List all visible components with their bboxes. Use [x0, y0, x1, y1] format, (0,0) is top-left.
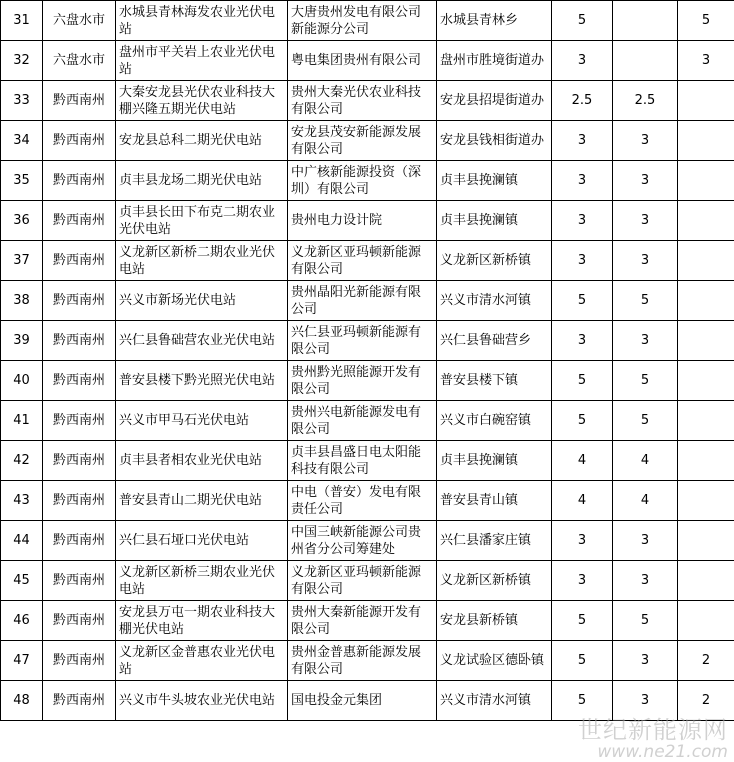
capacity-a-cell: 5 [613, 401, 678, 441]
company-cell: 粤电集团贵州有限公司 [288, 41, 437, 81]
capacity-total-cell: 3 [552, 41, 613, 81]
capacity-b-cell: 2 [678, 641, 734, 681]
city-cell: 黔西南州 [43, 441, 116, 481]
table-row [1, 441, 734, 481]
project-name-cell: 水城县青林海发农业光伏电站 [116, 1, 288, 41]
city-cell: 黔西南州 [43, 161, 116, 201]
table-row [1, 401, 734, 441]
capacity-a-cell: 3 [613, 521, 678, 561]
capacity-total-cell: 3 [552, 121, 613, 161]
table-row [1, 601, 734, 641]
city-cell: 黔西南州 [43, 201, 116, 241]
capacity-b-cell [678, 401, 734, 441]
project-name-cell: 兴仁县石垭口光伏电站 [116, 521, 288, 561]
company-cell: 国电投金元集团 [288, 681, 437, 721]
table-row [1, 641, 734, 681]
city-cell: 黔西南州 [43, 561, 116, 601]
table-row [1, 241, 734, 281]
city-cell: 黔西南州 [43, 361, 116, 401]
city-cell: 黔西南州 [43, 121, 116, 161]
table-row [1, 681, 734, 721]
location-cell: 水城县青林乡 [437, 1, 552, 41]
row-number: 48 [1, 681, 43, 721]
table-row [1, 81, 734, 121]
company-cell: 贵州大秦光伏农业科技有限公司 [288, 81, 437, 121]
capacity-b-cell: 3 [678, 41, 734, 81]
project-name-cell: 贞丰县长田下布克二期农业光伏电站 [116, 201, 288, 241]
city-cell: 黔西南州 [43, 641, 116, 681]
row-number: 41 [1, 401, 43, 441]
capacity-b-cell: 5 [678, 1, 734, 41]
table-row [1, 161, 734, 201]
capacity-b-cell [678, 241, 734, 281]
location-cell: 义龙新区新桥镇 [437, 561, 552, 601]
table-row [1, 281, 734, 321]
capacity-a-cell: 4 [613, 481, 678, 521]
company-cell: 兴仁县亚玛顿新能源有限公司 [288, 321, 437, 361]
row-number: 33 [1, 81, 43, 121]
capacity-a-cell: 3 [613, 641, 678, 681]
company-cell: 贵州兴电新能源发电有限公司 [288, 401, 437, 441]
capacity-total-cell: 5 [552, 281, 613, 321]
capacity-total-cell: 3 [552, 521, 613, 561]
location-cell: 普安县青山镇 [437, 481, 552, 521]
capacity-total-cell: 5 [552, 361, 613, 401]
table-body [1, 1, 734, 721]
company-cell: 贵州黔光照能源开发有限公司 [288, 361, 437, 401]
company-cell: 贞丰县昌盛日电太阳能科技有限公司 [288, 441, 437, 481]
capacity-a-cell: 3 [613, 121, 678, 161]
location-cell: 盘州市胜境街道办 [437, 41, 552, 81]
capacity-b-cell [678, 481, 734, 521]
table-row [1, 521, 734, 561]
capacity-a-cell [613, 1, 678, 41]
row-number: 31 [1, 1, 43, 41]
location-cell: 义龙新区新桥镇 [437, 241, 552, 281]
location-cell: 安龙县新桥镇 [437, 601, 552, 641]
company-cell: 大唐贵州发电有限公司新能源分公司 [288, 1, 437, 41]
row-number: 34 [1, 121, 43, 161]
capacity-total-cell: 3 [552, 321, 613, 361]
watermark [578, 717, 728, 761]
capacity-a-cell: 3 [613, 161, 678, 201]
capacity-a-cell: 5 [613, 281, 678, 321]
capacity-b-cell [678, 561, 734, 601]
capacity-a-cell [613, 41, 678, 81]
capacity-b-cell [678, 121, 734, 161]
project-name-cell: 兴义市新场光伏电站 [116, 281, 288, 321]
location-cell: 贞丰县挽澜镇 [437, 161, 552, 201]
capacity-b-cell [678, 361, 734, 401]
table-row [1, 481, 734, 521]
capacity-a-cell: 3 [613, 321, 678, 361]
city-cell: 黔西南州 [43, 601, 116, 641]
row-number: 35 [1, 161, 43, 201]
table-row [1, 1, 734, 41]
table-row [1, 361, 734, 401]
location-cell: 兴仁县鲁础营乡 [437, 321, 552, 361]
city-cell: 黔西南州 [43, 321, 116, 361]
capacity-a-cell: 5 [613, 601, 678, 641]
row-number: 39 [1, 321, 43, 361]
location-cell: 贞丰县挽澜镇 [437, 441, 552, 481]
capacity-total-cell: 3 [552, 561, 613, 601]
capacity-total-cell: 5 [552, 401, 613, 441]
table-row [1, 121, 734, 161]
capacity-b-cell [678, 201, 734, 241]
capacity-a-cell: 3 [613, 561, 678, 601]
location-cell: 兴义市白碗窑镇 [437, 401, 552, 441]
company-cell: 贵州金普惠新能源发展有限公司 [288, 641, 437, 681]
location-cell: 普安县楼下镇 [437, 361, 552, 401]
company-cell: 中国三峡新能源公司贵州省分公司筹建处 [288, 521, 437, 561]
company-cell: 贵州晶阳光新能源有限公司 [288, 281, 437, 321]
watermark-text: 世纪新能源网 [578, 717, 728, 743]
capacity-total-cell: 4 [552, 441, 613, 481]
capacity-b-cell [678, 321, 734, 361]
row-number: 42 [1, 441, 43, 481]
city-cell: 黔西南州 [43, 521, 116, 561]
project-name-cell: 义龙新区新桥二期农业光伏电站 [116, 241, 288, 281]
project-name-cell: 义龙新区金普惠农业光伏电站 [116, 641, 288, 681]
capacity-total-cell: 3 [552, 241, 613, 281]
project-name-cell: 普安县青山二期光伏电站 [116, 481, 288, 521]
capacity-total-cell: 3 [552, 201, 613, 241]
city-cell: 黔西南州 [43, 401, 116, 441]
row-number: 43 [1, 481, 43, 521]
row-number: 32 [1, 41, 43, 81]
capacity-a-cell: 4 [613, 441, 678, 481]
table-row [1, 321, 734, 361]
location-cell: 安龙县招堤街道办 [437, 81, 552, 121]
capacity-total-cell: 5 [552, 1, 613, 41]
capacity-total-cell: 4 [552, 481, 613, 521]
row-number: 40 [1, 361, 43, 401]
capacity-total-cell: 5 [552, 601, 613, 641]
city-cell: 黔西南州 [43, 281, 116, 321]
row-number: 47 [1, 641, 43, 681]
company-cell: 安龙县茂安新能源发展有限公司 [288, 121, 437, 161]
capacity-a-cell: 3 [613, 681, 678, 721]
project-name-cell: 大秦安龙县光伏农业科技大棚兴隆五期光伏电站 [116, 81, 288, 121]
project-name-cell: 义龙新区新桥三期农业光伏电站 [116, 561, 288, 601]
capacity-b-cell [678, 281, 734, 321]
capacity-a-cell: 2.5 [613, 81, 678, 121]
company-cell: 中广核新能源投资（深圳）有限公司 [288, 161, 437, 201]
location-cell: 义龙试验区德卧镇 [437, 641, 552, 681]
project-name-cell: 盘州市平关岩上农业光伏电站 [116, 41, 288, 81]
project-name-cell: 安龙县总科二期光伏电站 [116, 121, 288, 161]
location-cell: 兴仁县潘家庄镇 [437, 521, 552, 561]
company-cell: 贵州大秦新能源开发有限公司 [288, 601, 437, 641]
city-cell: 六盘水市 [43, 41, 116, 81]
row-number: 38 [1, 281, 43, 321]
project-name-cell: 兴义市牛头坡农业光伏电站 [116, 681, 288, 721]
row-number: 36 [1, 201, 43, 241]
capacity-b-cell [678, 521, 734, 561]
company-cell: 贵州电力设计院 [288, 201, 437, 241]
company-cell: 义龙新区亚玛顿新能源有限公司 [288, 241, 437, 281]
city-cell: 黔西南州 [43, 81, 116, 121]
project-name-cell: 普安县楼下黔光照光伏电站 [116, 361, 288, 401]
capacity-b-cell [678, 81, 734, 121]
company-cell: 义龙新区亚玛顿新能源有限公司 [288, 561, 437, 601]
capacity-total-cell: 5 [552, 641, 613, 681]
capacity-total-cell: 3 [552, 161, 613, 201]
row-number: 46 [1, 601, 43, 641]
location-cell: 兴义市清水河镇 [437, 281, 552, 321]
location-cell: 贞丰县挽澜镇 [437, 201, 552, 241]
city-cell: 黔西南州 [43, 241, 116, 281]
table-row [1, 561, 734, 601]
capacity-a-cell: 5 [613, 361, 678, 401]
watermark-url: www.ne21.com [578, 743, 728, 761]
project-name-cell: 贞丰县者相农业光伏电站 [116, 441, 288, 481]
location-cell: 兴义市清水河镇 [437, 681, 552, 721]
table-row [1, 41, 734, 81]
capacity-total-cell: 2.5 [552, 81, 613, 121]
location-cell: 安龙县钱相街道办 [437, 121, 552, 161]
capacity-b-cell [678, 161, 734, 201]
row-number: 45 [1, 561, 43, 601]
table-row [1, 201, 734, 241]
project-name-cell: 贞丰县龙场二期光伏电站 [116, 161, 288, 201]
row-number: 44 [1, 521, 43, 561]
capacity-b-cell: 2 [678, 681, 734, 721]
city-cell: 黔西南州 [43, 681, 116, 721]
project-name-cell: 安龙县万屯一期农业科技大棚光伏电站 [116, 601, 288, 641]
row-number: 37 [1, 241, 43, 281]
capacity-a-cell: 3 [613, 241, 678, 281]
capacity-a-cell: 3 [613, 201, 678, 241]
company-cell: 中电（普安）发电有限责任公司 [288, 481, 437, 521]
project-name-cell: 兴义市甲马石光伏电站 [116, 401, 288, 441]
capacity-total-cell: 5 [552, 681, 613, 721]
capacity-b-cell [678, 601, 734, 641]
project-name-cell: 兴仁县鲁础营农业光伏电站 [116, 321, 288, 361]
capacity-b-cell [678, 441, 734, 481]
city-cell: 黔西南州 [43, 481, 116, 521]
city-cell: 六盘水市 [43, 1, 116, 41]
